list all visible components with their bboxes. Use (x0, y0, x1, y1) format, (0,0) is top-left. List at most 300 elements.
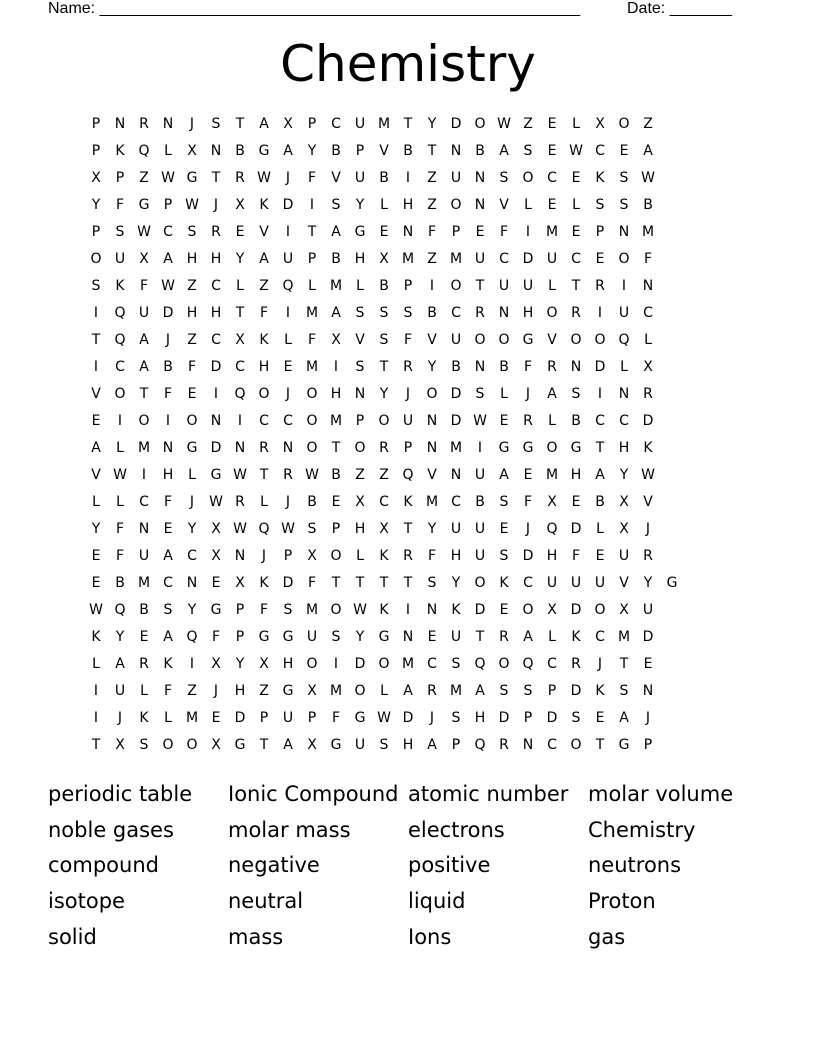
grid-letter: X (211, 737, 221, 753)
grid-letter: N (570, 359, 582, 375)
grid-letter: H (330, 386, 342, 402)
grid-letter: S (211, 116, 221, 132)
grid-letter: L (116, 494, 124, 510)
grid-letter: L (548, 413, 556, 429)
word-list-item: Ions (408, 924, 452, 949)
name-field-line: Name: ______________________________________________________ (48, 0, 581, 17)
grid-row (84, 655, 684, 682)
grid-letter: E (499, 413, 509, 429)
grid-letter: V (427, 467, 437, 483)
grid-letter: B (379, 170, 389, 186)
grid-letter: D (522, 251, 534, 267)
grid-letter: O (474, 332, 486, 348)
grid-letter: U (282, 251, 294, 267)
grid-letter: P (451, 737, 461, 753)
grid-letter: U (546, 251, 558, 267)
grid-row (84, 493, 684, 520)
grid-letter: T (379, 575, 389, 591)
grid-letter: L (236, 278, 244, 294)
grid-letter: P (307, 116, 317, 132)
grid-letter: S (451, 656, 461, 672)
grid-letter: C (547, 737, 557, 753)
grid-letter: G (666, 575, 678, 591)
grid-letter: J (261, 548, 267, 564)
grid-row (84, 277, 684, 304)
grid-letter: C (643, 305, 653, 321)
grid-letter: N (426, 440, 438, 456)
grid-letter: Y (427, 359, 437, 375)
grid-letter: C (163, 224, 173, 240)
grid-letter: M (449, 683, 463, 699)
grid-letter: C (451, 494, 461, 510)
grid-letter: A (163, 548, 173, 564)
grid-letter: O (498, 656, 510, 672)
grid-letter: X (307, 683, 317, 699)
grid-letter: X (115, 737, 125, 753)
grid-letter: Z (379, 467, 389, 483)
grid-letter: D (282, 575, 294, 591)
grid-letter: Y (235, 656, 245, 672)
grid-letter: U (642, 602, 654, 618)
grid-letter: A (163, 629, 173, 645)
grid-letter: S (91, 278, 101, 294)
grid-letter: D (402, 710, 414, 726)
grid-letter: I (621, 278, 627, 294)
grid-letter: X (235, 332, 245, 348)
grid-letter: N (114, 116, 126, 132)
grid-letter: N (474, 197, 486, 213)
grid-letter: T (379, 359, 389, 375)
grid-letter: S (619, 170, 629, 186)
grid-row (84, 385, 684, 412)
grid-row (84, 331, 684, 358)
word-list-item: neutral (228, 889, 304, 914)
grid-letter: Y (427, 521, 437, 537)
grid-letter: E (571, 494, 581, 510)
grid-letter: T (403, 575, 413, 591)
grid-letter: Q (522, 656, 534, 672)
word-list-item: mass (228, 924, 284, 949)
grid-row (84, 304, 684, 331)
grid-letter: B (307, 494, 317, 510)
grid-letter: Q (114, 332, 126, 348)
grid-letter: G (210, 602, 222, 618)
word-list-item: solid (48, 924, 97, 949)
grid-letter: E (499, 521, 509, 537)
grid-letter: Z (187, 332, 197, 348)
grid-letter: V (259, 224, 269, 240)
grid-letter: I (597, 305, 603, 321)
grid-letter: E (499, 602, 509, 618)
grid-letter: U (450, 629, 462, 645)
grid-letter: H (186, 251, 198, 267)
grid-letter: V (619, 575, 629, 591)
grid-letter: E (595, 548, 605, 564)
grid-letter: V (547, 332, 557, 348)
grid-letter: Y (187, 521, 197, 537)
grid-letter: B (163, 359, 173, 375)
grid-letter: V (379, 143, 389, 159)
grid-letter: N (234, 440, 246, 456)
grid-letter: U (402, 413, 414, 429)
grid-letter: M (401, 656, 415, 672)
grid-row (84, 196, 684, 223)
grid-letter: K (571, 629, 581, 645)
grid-letter: F (115, 197, 125, 213)
grid-letter: U (114, 251, 126, 267)
grid-letter: N (426, 602, 438, 618)
grid-letter: P (547, 683, 557, 699)
grid-letter: F (331, 710, 341, 726)
grid-letter: D (450, 413, 462, 429)
grid-letter: Q (234, 386, 246, 402)
grid-letter: K (115, 278, 125, 294)
grid-letter: R (499, 629, 509, 645)
grid-letter: Y (235, 251, 245, 267)
grid-letter: F (523, 359, 533, 375)
grid-letter: L (620, 359, 628, 375)
grid-letter: B (331, 251, 341, 267)
grid-letter: O (330, 548, 342, 564)
grid-letter: F (427, 224, 437, 240)
grid-letter: M (185, 710, 199, 726)
grid-letter: M (137, 575, 151, 591)
grid-letter: T (259, 467, 269, 483)
grid-letter: M (329, 413, 343, 429)
grid-letter: V (643, 494, 653, 510)
grid-letter: N (186, 575, 198, 591)
grid-letter: W (305, 467, 319, 483)
grid-letter: B (403, 143, 413, 159)
grid-letter: R (235, 494, 245, 510)
grid-letter: O (546, 305, 558, 321)
grid-letter: H (210, 305, 222, 321)
grid-letter: C (619, 413, 629, 429)
grid-letter: J (597, 656, 603, 672)
grid-letter: F (403, 332, 413, 348)
grid-letter: S (355, 305, 365, 321)
grid-letter: N (618, 224, 630, 240)
word-list-item: noble gases (48, 817, 174, 842)
grid-letter: O (354, 683, 366, 699)
grid-letter: R (547, 359, 557, 375)
grid-letter: G (258, 143, 270, 159)
grid-letter: M (329, 278, 343, 294)
grid-letter: H (522, 305, 534, 321)
grid-row (84, 628, 684, 655)
grid-letter: Z (427, 170, 437, 186)
grid-letter: N (474, 170, 486, 186)
grid-letter: P (595, 224, 605, 240)
grid-letter: F (259, 305, 269, 321)
grid-letter: O (426, 386, 438, 402)
grid-letter: E (427, 629, 437, 645)
grid-letter: B (595, 494, 605, 510)
grid-letter: T (571, 278, 581, 294)
grid-row (84, 169, 684, 196)
grid-letter: C (187, 548, 197, 564)
grid-letter: I (333, 656, 339, 672)
grid-letter: L (92, 494, 100, 510)
word-list-item: Chemistry (588, 817, 696, 842)
grid-letter: K (115, 143, 125, 159)
grid-letter: J (213, 197, 219, 213)
grid-letter: B (475, 143, 485, 159)
grid-letter: H (402, 737, 414, 753)
grid-letter: O (306, 440, 318, 456)
grid-letter: U (546, 575, 558, 591)
grid-letter: Z (187, 683, 197, 699)
grid-letter: G (186, 170, 198, 186)
grid-letter: U (114, 683, 126, 699)
grid-letter: E (91, 413, 101, 429)
grid-letter: P (91, 116, 101, 132)
grid-letter: R (235, 170, 245, 186)
grid-letter: S (355, 359, 365, 375)
grid-letter: B (331, 467, 341, 483)
grid-letter: J (117, 710, 123, 726)
grid-letter: H (258, 359, 270, 375)
grid-letter: F (571, 548, 581, 564)
grid-letter: P (91, 224, 101, 240)
grid-letter: F (523, 494, 533, 510)
grid-letter: J (645, 710, 651, 726)
grid-letter: R (523, 413, 533, 429)
grid-letter: X (379, 521, 389, 537)
grid-row (84, 466, 684, 493)
grid-letter: W (185, 197, 199, 213)
grid-letter: Z (643, 116, 653, 132)
grid-letter: G (378, 629, 390, 645)
grid-letter: O (498, 332, 510, 348)
grid-letter: A (475, 683, 485, 699)
grid-row (84, 709, 684, 736)
grid-letter: H (450, 548, 462, 564)
grid-letter: K (259, 197, 269, 213)
grid-letter: X (235, 575, 245, 591)
grid-letter: Y (187, 602, 197, 618)
grid-letter: S (331, 629, 341, 645)
grid-letter: K (379, 548, 389, 564)
grid-letter: J (189, 116, 195, 132)
grid-letter: M (329, 683, 343, 699)
grid-row (84, 520, 684, 547)
grid-letter: Z (187, 278, 197, 294)
grid-letter: N (642, 683, 654, 699)
grid-letter: F (259, 602, 269, 618)
grid-letter: O (546, 440, 558, 456)
grid-letter: I (285, 305, 291, 321)
grid-letter: P (307, 710, 317, 726)
grid-letter: M (449, 251, 463, 267)
grid-row (84, 439, 684, 466)
grid-letter: D (354, 656, 366, 672)
grid-letter: G (570, 440, 582, 456)
grid-letter: A (403, 683, 413, 699)
grid-letter: R (403, 548, 413, 564)
grid-letter: U (522, 278, 534, 294)
grid-letter: L (548, 278, 556, 294)
grid-letter: K (91, 629, 101, 645)
grid-letter: Q (258, 521, 270, 537)
grid-letter: T (259, 737, 269, 753)
grid-letter: Q (282, 278, 294, 294)
grid-letter: N (210, 143, 222, 159)
grid-letter: E (643, 656, 653, 672)
grid-letter: R (259, 440, 269, 456)
grid-letter: V (355, 332, 365, 348)
grid-letter: N (618, 386, 630, 402)
grid-letter: L (284, 332, 292, 348)
grid-letter: D (642, 413, 654, 429)
grid-letter: J (165, 332, 171, 348)
grid-letter: X (235, 197, 245, 213)
grid-letter: K (595, 683, 605, 699)
grid-letter: G (186, 440, 198, 456)
grid-letter: O (378, 413, 390, 429)
grid-letter: Z (427, 251, 437, 267)
grid-letter: L (644, 332, 652, 348)
grid-letter: E (595, 710, 605, 726)
grid-letter: K (259, 332, 269, 348)
grid-letter: A (91, 440, 101, 456)
letter-grid (84, 115, 684, 763)
grid-letter: K (379, 602, 389, 618)
grid-letter: E (547, 116, 557, 132)
grid-letter: H (162, 467, 174, 483)
grid-letter: P (331, 521, 341, 537)
grid-letter: X (211, 656, 221, 672)
grid-letter: T (595, 737, 605, 753)
grid-letter: C (571, 251, 581, 267)
grid-letter: R (379, 440, 389, 456)
grid-row (84, 736, 684, 763)
grid-letter: L (140, 683, 148, 699)
grid-letter: C (115, 359, 125, 375)
grid-letter: M (305, 602, 319, 618)
grid-letter: S (475, 386, 485, 402)
grid-letter: M (617, 629, 631, 645)
grid-letter: D (594, 359, 606, 375)
grid-letter: N (354, 386, 366, 402)
grid-letter: V (427, 332, 437, 348)
grid-letter: T (91, 332, 101, 348)
grid-letter: E (139, 629, 149, 645)
grid-letter: X (379, 251, 389, 267)
grid-letter: Z (355, 467, 365, 483)
grid-letter: A (547, 386, 557, 402)
grid-letter: W (353, 602, 367, 618)
grid-letter: S (619, 197, 629, 213)
grid-letter: F (427, 548, 437, 564)
grid-letter: W (89, 602, 103, 618)
grid-letter: P (115, 170, 125, 186)
grid-letter: M (401, 251, 415, 267)
grid-letter: J (213, 683, 219, 699)
grid-letter: X (331, 332, 341, 348)
grid-letter: B (115, 575, 125, 591)
grid-letter: H (570, 467, 582, 483)
grid-letter: A (283, 737, 293, 753)
grid-letter: S (379, 737, 389, 753)
grid-letter: D (642, 629, 654, 645)
grid-letter: X (307, 737, 317, 753)
grid-letter: L (308, 278, 316, 294)
grid-letter: K (643, 440, 653, 456)
word-list-row (48, 921, 788, 957)
grid-letter: Y (307, 143, 317, 159)
grid-letter: U (618, 548, 630, 564)
grid-letter: D (570, 521, 582, 537)
grid-letter: H (354, 251, 366, 267)
grid-letter: F (115, 548, 125, 564)
grid-letter: I (309, 197, 315, 213)
grid-letter: B (139, 602, 149, 618)
grid-letter: I (477, 440, 483, 456)
grid-letter: O (522, 602, 534, 618)
grid-letter: I (285, 224, 291, 240)
grid-letter: H (354, 521, 366, 537)
word-list-item: isotope (48, 889, 125, 914)
grid-letter: A (499, 143, 509, 159)
grid-letter: X (595, 116, 605, 132)
grid-letter: I (93, 710, 99, 726)
grid-letter: N (498, 305, 510, 321)
grid-letter: O (306, 413, 318, 429)
grid-letter: A (283, 143, 293, 159)
grid-letter: K (499, 575, 509, 591)
grid-letter: S (499, 170, 509, 186)
grid-row (84, 574, 684, 601)
grid-letter: Y (115, 629, 125, 645)
grid-letter: C (427, 656, 437, 672)
grid-letter: M (425, 494, 439, 510)
grid-letter: K (259, 575, 269, 591)
grid-letter: E (163, 521, 173, 537)
grid-letter: Y (619, 467, 629, 483)
grid-letter: N (402, 224, 414, 240)
grid-letter: E (283, 359, 293, 375)
grid-letter: E (523, 467, 533, 483)
grid-letter: W (233, 467, 247, 483)
grid-letter: Y (427, 116, 437, 132)
grid-letter: A (619, 710, 629, 726)
grid-letter: L (572, 116, 580, 132)
grid-letter: X (139, 251, 149, 267)
grid-letter: C (283, 413, 293, 429)
grid-letter: O (186, 413, 198, 429)
grid-letter: E (547, 197, 557, 213)
grid-letter: Y (91, 197, 101, 213)
grid-letter: Y (643, 575, 653, 591)
grid-letter: F (643, 251, 653, 267)
grid-letter: F (163, 386, 173, 402)
grid-letter: T (403, 521, 413, 537)
grid-letter: J (285, 386, 291, 402)
grid-letter: A (163, 251, 173, 267)
grid-letter: X (547, 602, 557, 618)
grid-letter: B (571, 413, 581, 429)
grid-letter: U (354, 737, 366, 753)
grid-letter: N (402, 629, 414, 645)
grid-letter: N (642, 278, 654, 294)
grid-letter: O (450, 278, 462, 294)
grid-letter: E (91, 575, 101, 591)
grid-letter: L (92, 656, 100, 672)
grid-letter: L (524, 197, 532, 213)
grid-letter: J (189, 494, 195, 510)
grid-letter: H (282, 656, 294, 672)
